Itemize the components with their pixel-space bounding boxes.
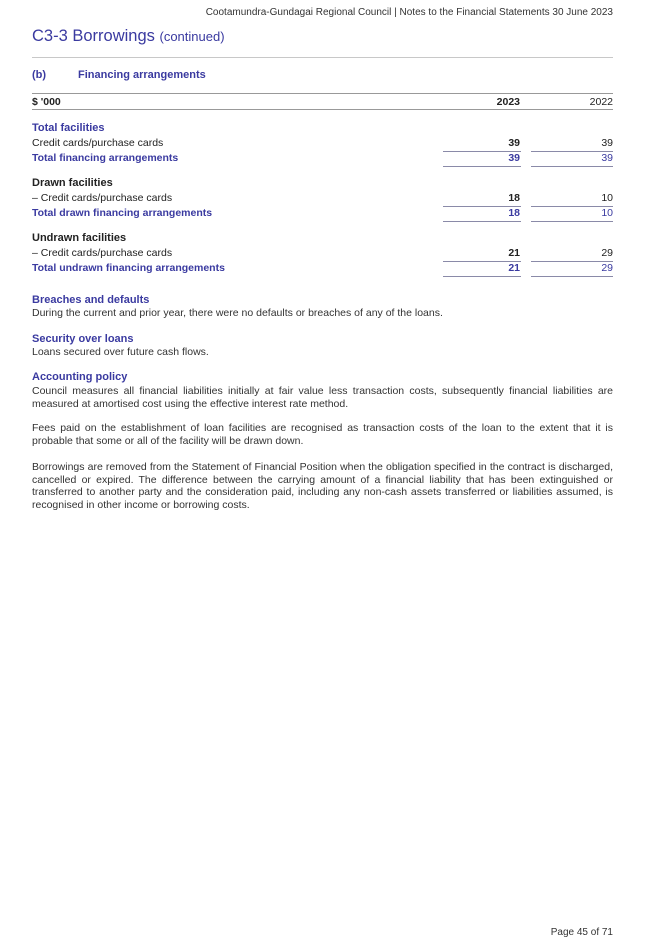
- value-2022: 29: [601, 247, 613, 259]
- table-row: [32, 137, 613, 150]
- accounting-policy-heading: Accounting policy: [32, 371, 128, 383]
- total-label: Total drawn financing arrangements: [32, 207, 213, 219]
- group-heading-drawn-facilities: [32, 177, 613, 190]
- value-2023: 21: [508, 247, 520, 259]
- policy-paragraph-2: Fees paid on the establishment of loan facilities are recognised as transaction costs of the loan to the extent that it is probable that some or all of the facility will be drawn down.: [32, 422, 613, 447]
- group-heading-label: Drawn facilities: [32, 177, 113, 189]
- total-2022: 39: [601, 152, 613, 164]
- table-row: [32, 192, 613, 205]
- section-marker: (b): [32, 69, 47, 81]
- note-title: [32, 27, 225, 46]
- note-title-suffix: (continued): [159, 29, 225, 44]
- total-label: Total undrawn financing arrangements: [32, 262, 225, 274]
- total-rule-2022: [531, 166, 613, 167]
- total-rule-2023: [443, 221, 521, 222]
- total-2022: 10: [601, 207, 613, 219]
- value-2022: 39: [601, 137, 613, 149]
- table-header-rule: [32, 109, 613, 110]
- column-header-2022: 2022: [589, 96, 613, 108]
- running-header: Cootamundra-Gundagai Regional Council | Notes to the Financial Statements 30 June 2023: [205, 7, 613, 18]
- table-header-row: [32, 96, 613, 109]
- total-rule-2023: [443, 166, 521, 167]
- row-label: – Credit cards/purchase cards: [32, 247, 173, 259]
- group-heading-label: Undrawn facilities: [32, 232, 127, 244]
- value-2022: 10: [601, 192, 613, 204]
- policy-paragraph-3: Borrowings are removed from the Statement of Financial Position when the obligation specified in the contract is discharged, cancelled or expired. The difference between the carrying amount of a financial liability that has been extinguished or transferred to another party and the consideration paid, including any non-cash assets transferred or liabilities assumed, is recognised in other income or borrowing costs.: [32, 461, 613, 511]
- section-title: Financing arrangements: [78, 69, 206, 81]
- group-heading-label: Total facilities: [32, 122, 105, 134]
- group-heading-total-facilities: [32, 122, 613, 135]
- page-number: Page 45 of 71: [550, 927, 613, 938]
- total-rule-2022: [531, 276, 613, 277]
- title-divider: [32, 57, 613, 58]
- note-title-main: C3-3 Borrowings: [32, 27, 155, 45]
- value-2023: 39: [508, 137, 520, 149]
- security-heading: Security over loans: [32, 333, 134, 345]
- column-header-2023: 2023: [496, 96, 520, 108]
- total-2023: 21: [508, 262, 520, 274]
- row-label: Credit cards/purchase cards: [32, 137, 164, 149]
- group-heading-undrawn-facilities: [32, 232, 613, 245]
- table-total-row: [32, 262, 613, 275]
- table-total-row: [32, 207, 613, 220]
- total-2022: 29: [601, 262, 613, 274]
- table-top-rule: [32, 93, 613, 94]
- security-text: Loans secured over future cash flows.: [32, 346, 209, 358]
- breaches-heading: Breaches and defaults: [32, 294, 150, 306]
- unit-label: $ '000: [32, 96, 61, 108]
- table-row: [32, 247, 613, 260]
- value-2023: 18: [508, 192, 520, 204]
- policy-paragraph-1: Council measures all financial liabilities initially at fair value less transaction costs, subsequently financial liabilities are measured at amortised cost using the effective interest rate method.: [32, 385, 613, 410]
- table-total-row: [32, 152, 613, 165]
- total-rule-2022: [531, 221, 613, 222]
- total-rule-2023: [443, 276, 521, 277]
- section-heading: [32, 69, 206, 81]
- breaches-text: During the current and prior year, there were no defaults or breaches of any of the loans.: [32, 307, 443, 319]
- total-2023: 18: [508, 207, 520, 219]
- total-label: Total financing arrangements: [32, 152, 179, 164]
- total-2023: 39: [508, 152, 520, 164]
- row-label: – Credit cards/purchase cards: [32, 192, 173, 204]
